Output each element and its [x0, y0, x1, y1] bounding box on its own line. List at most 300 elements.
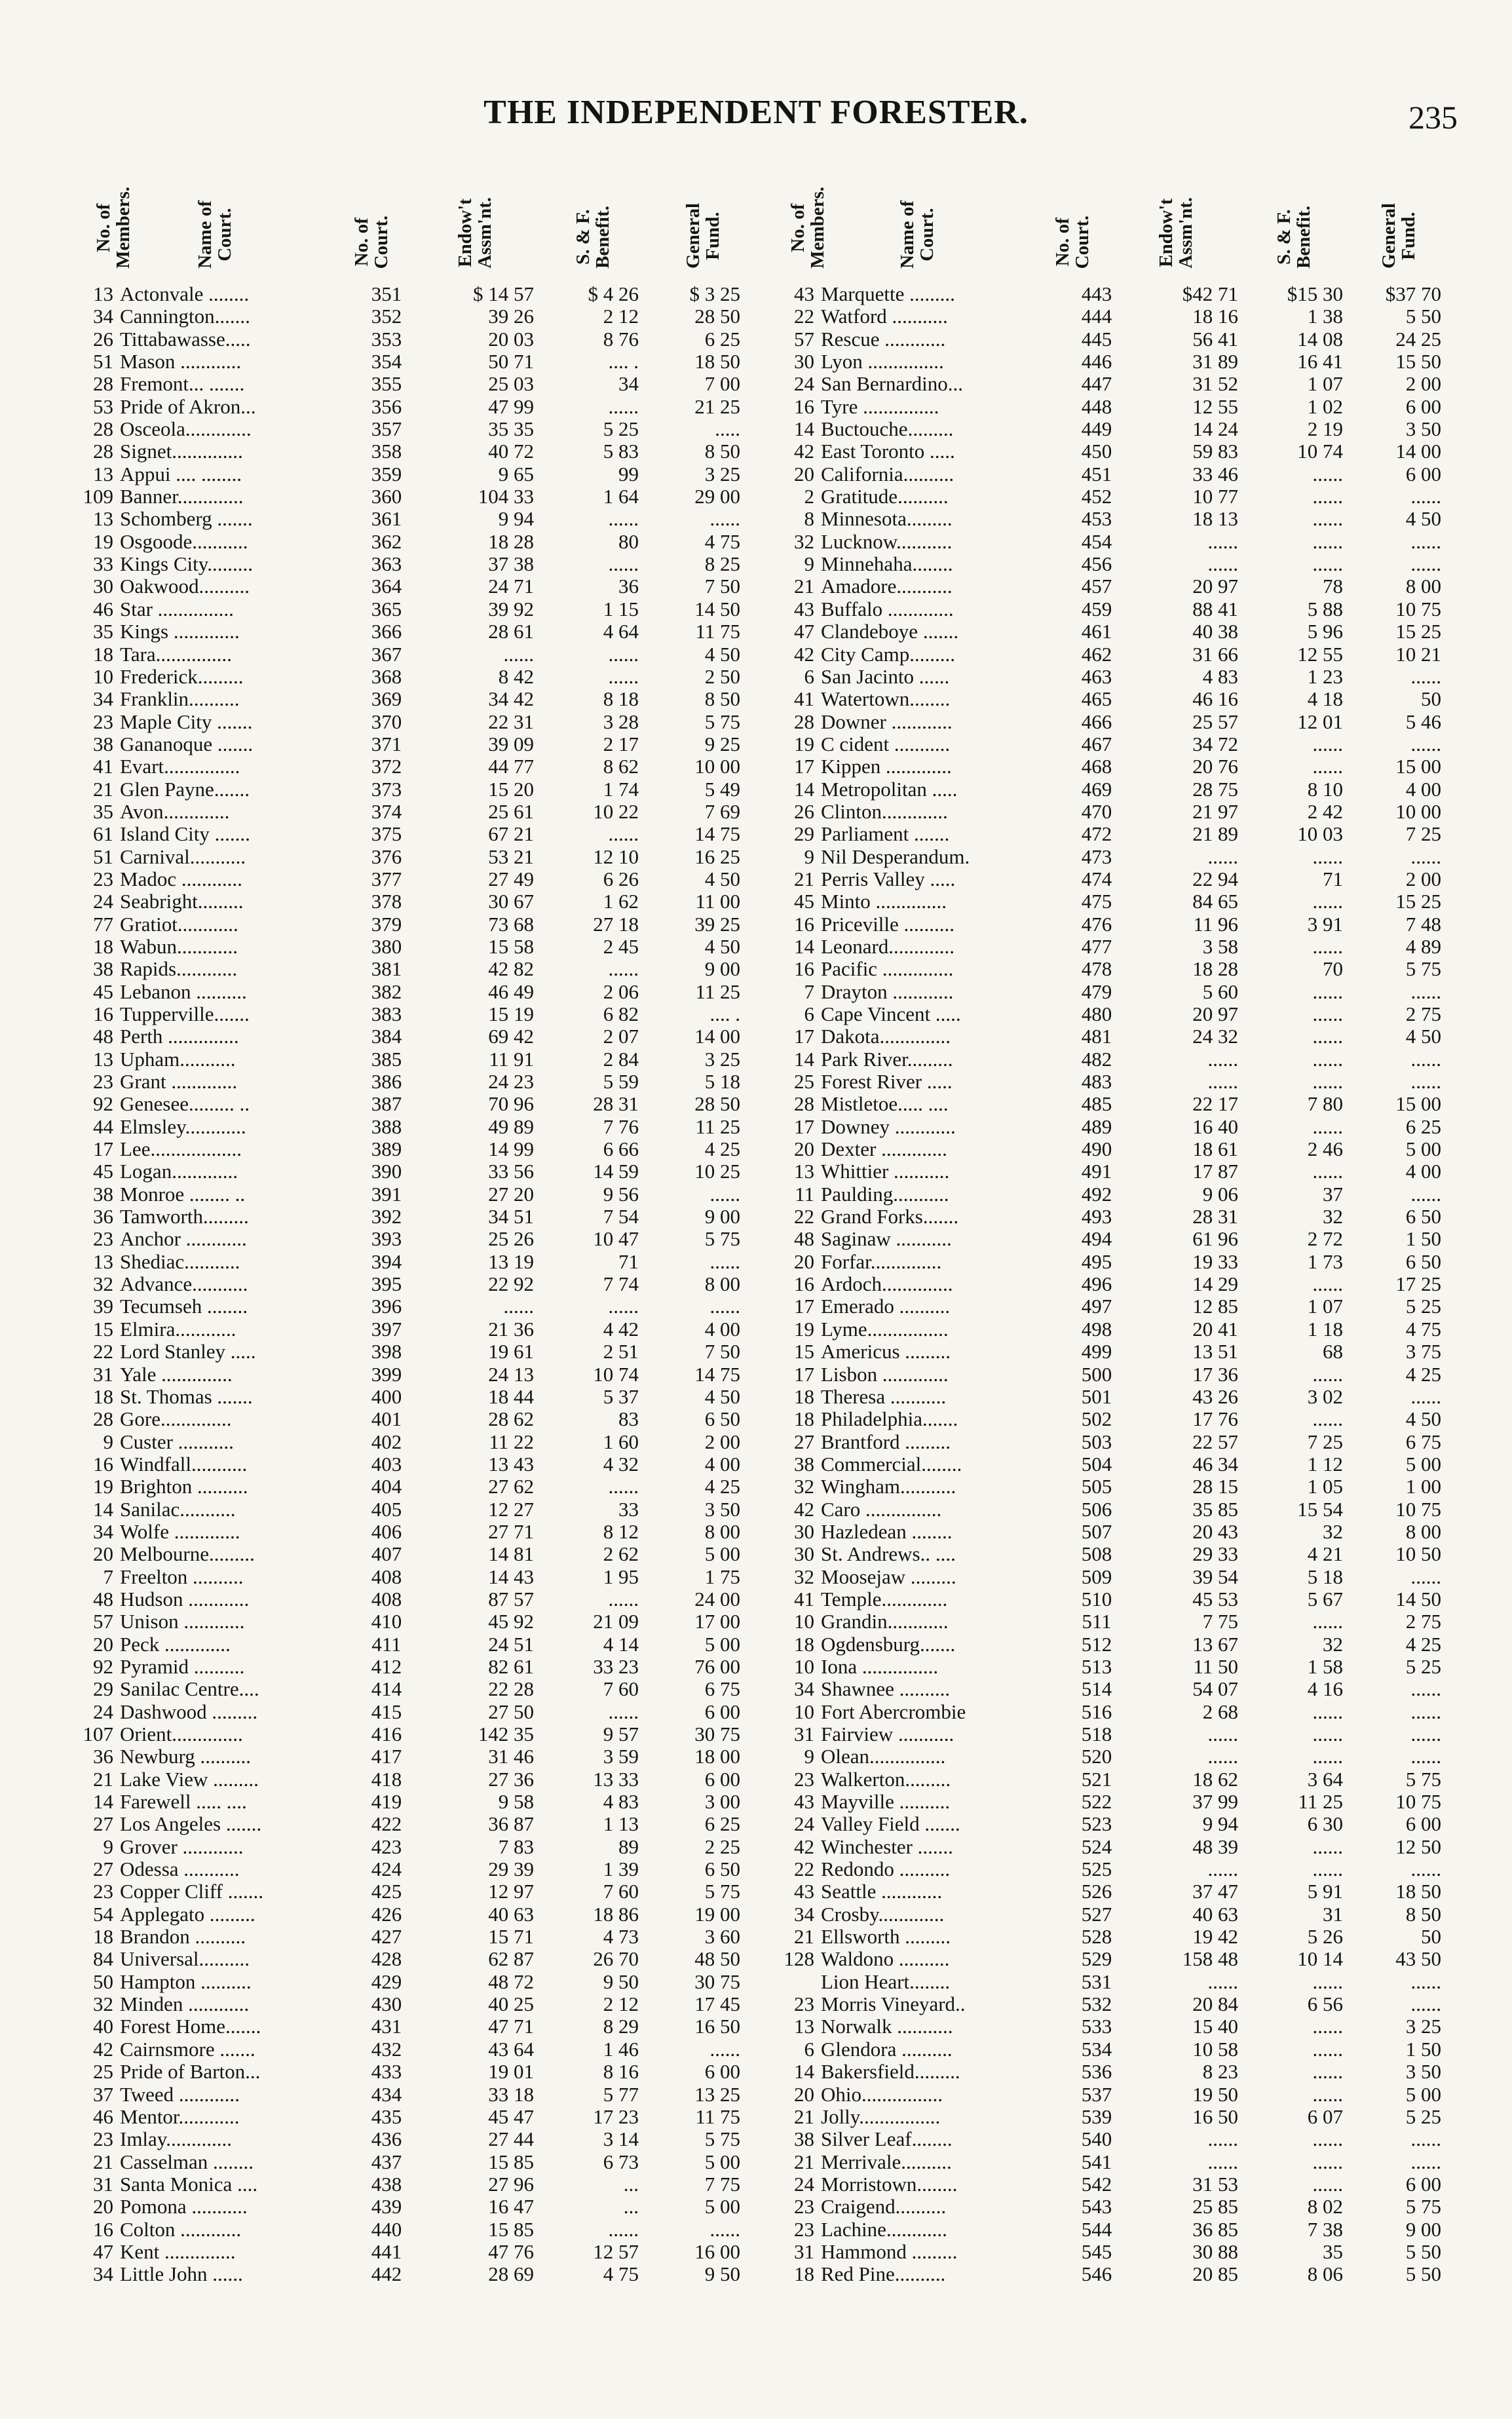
endowment-cell: 35 85 — [1192, 1498, 1238, 1521]
endowment-cell: 39 54 — [1192, 1565, 1238, 1588]
members-cell: 47 — [794, 620, 814, 643]
sf-benefit-cell: 6 82 — [603, 1003, 639, 1025]
general-fund-cell: 8 00 — [1405, 575, 1441, 598]
members-cell: 23 — [794, 2196, 814, 2219]
court-number-cell: 386 — [371, 1071, 402, 1094]
general-fund-cell: 15 25 — [1395, 890, 1441, 913]
court-name-cell: Banner............. — [120, 486, 244, 508]
endowment-cell: 19 50 — [1192, 2083, 1238, 2106]
court-number-cell: 489 — [1081, 1115, 1112, 1138]
general-fund-cell: 2 25 — [704, 1835, 740, 1858]
court-number-cell: 396 — [371, 1295, 402, 1318]
general-fund-cell: 6 00 — [1405, 463, 1441, 486]
endowment-cell: 20 97 — [1192, 575, 1238, 598]
court-name-cell: Elmsley............ — [120, 1115, 246, 1138]
sf-benefit-cell: 1 07 — [1307, 373, 1343, 396]
endowment-cell: 69 42 — [488, 1025, 534, 1048]
table-row — [763, 688, 1484, 710]
general-fund-cell: 5 46 — [1405, 710, 1441, 733]
court-name-cell: Iona ............... — [821, 1655, 939, 1678]
court-number-cell: 417 — [371, 1745, 402, 1768]
sf-benefit-cell: ...... — [1312, 1071, 1343, 1094]
sf-benefit-cell: ...... — [1312, 1610, 1343, 1633]
endowment-cell: 33 46 — [1192, 463, 1238, 486]
table-row — [62, 396, 783, 418]
members-cell: 24 — [794, 373, 814, 396]
members-cell: 77 — [93, 913, 113, 936]
sf-benefit-cell: 1 58 — [1307, 1655, 1343, 1678]
sf-benefit-cell: 10 14 — [1297, 1948, 1343, 1971]
court-name-cell: Appui .... ........ — [120, 463, 242, 486]
sf-benefit-cell: 1 73 — [1307, 1250, 1343, 1273]
general-fund-cell: 15 00 — [1395, 1093, 1441, 1116]
endowment-cell: 27 44 — [488, 2128, 534, 2151]
table-row — [763, 711, 1484, 733]
table-row — [62, 508, 783, 530]
court-number-cell: 408 — [371, 1565, 402, 1588]
sf-benefit-cell: 6 07 — [1307, 2105, 1343, 2128]
table-row — [62, 1791, 783, 1813]
sf-benefit-cell: ...... — [608, 643, 639, 666]
members-cell: 43 — [794, 1791, 814, 1814]
members-cell: 21 — [794, 1926, 814, 1949]
sf-benefit-cell: 2 45 — [603, 935, 639, 958]
endowment-cell: 30 67 — [488, 890, 534, 913]
table-row — [763, 1791, 1484, 1813]
members-cell: 16 — [93, 2218, 113, 2241]
sf-benefit-cell: 2 19 — [1307, 418, 1343, 441]
sf-benefit-cell: 8 10 — [1307, 778, 1343, 801]
court-number-cell: 536 — [1081, 2061, 1112, 2084]
table-row — [62, 1543, 783, 1565]
table-row — [763, 1678, 1484, 1700]
sf-benefit-cell: 5 88 — [1307, 598, 1343, 620]
endowment-cell: 67 21 — [488, 823, 534, 846]
court-number-cell: 523 — [1081, 1813, 1112, 1836]
court-name-cell: Hampton .......... — [120, 1970, 252, 1993]
general-fund-cell: 3 60 — [704, 1926, 740, 1949]
sf-benefit-cell: 32 — [1323, 1206, 1343, 1229]
court-number-cell: 494 — [1081, 1228, 1112, 1251]
general-fund-cell: 6 50 — [1405, 1250, 1441, 1273]
court-number-cell: 450 — [1081, 440, 1112, 463]
members-cell: 33 — [93, 553, 113, 576]
endowment-cell: 29 33 — [1192, 1543, 1238, 1566]
sf-benefit-cell: 7 25 — [1307, 1430, 1343, 1453]
sf-benefit-cell: 2 62 — [603, 1543, 639, 1566]
members-cell: 17 — [93, 1138, 113, 1161]
members-cell: 32 — [794, 1565, 814, 1588]
sf-benefit-cell: 6 26 — [603, 867, 639, 890]
table-row — [62, 418, 783, 440]
general-fund-cell: 2 75 — [1405, 1610, 1441, 1633]
endowment-cell: 15 85 — [488, 2218, 534, 2241]
general-fund-cell: 19 00 — [694, 1903, 740, 1926]
court-number-cell: 431 — [371, 2015, 402, 2038]
court-number-cell: 377 — [371, 867, 402, 890]
general-fund-cell: 10 75 — [1395, 598, 1441, 620]
members-cell: 14 — [794, 418, 814, 441]
court-number-cell: 371 — [371, 733, 402, 755]
members-cell: 18 — [794, 1408, 814, 1431]
table-row — [763, 890, 1484, 913]
members-cell: 34 — [794, 1678, 814, 1701]
members-cell: 17 — [794, 1363, 814, 1386]
endowment-cell: 15 58 — [488, 935, 534, 958]
members-cell: 13 — [93, 1048, 113, 1071]
members-cell: 41 — [93, 755, 113, 778]
general-fund-cell: ...... — [1410, 1700, 1441, 1723]
court-number-cell: 467 — [1081, 733, 1112, 755]
table-row — [62, 868, 783, 890]
members-cell: 20 — [93, 2196, 113, 2219]
table-row — [62, 463, 783, 486]
court-name-cell: Tittabawasse..... — [120, 328, 251, 351]
table-row — [62, 305, 783, 328]
court-number-cell: 418 — [371, 1768, 402, 1791]
sf-benefit-cell: 8 29 — [603, 2015, 639, 2038]
members-cell: 31 — [93, 2173, 113, 2196]
court-number-cell: 504 — [1081, 1453, 1112, 1476]
general-fund-cell: 16 25 — [694, 845, 740, 868]
endowment-cell: 44 77 — [488, 755, 534, 778]
court-name-cell: Nil Desperandum. — [821, 845, 970, 868]
general-fund-cell: 8 50 — [1405, 1903, 1441, 1926]
general-fund-cell: ..... — [715, 418, 740, 441]
table-row — [763, 1295, 1484, 1318]
court-number-cell: 510 — [1081, 1588, 1112, 1610]
court-number-cell: 360 — [371, 486, 402, 508]
members-cell: 23 — [93, 867, 113, 890]
members-cell: 16 — [794, 1273, 814, 1296]
court-name-cell: Star ............... — [120, 598, 234, 620]
sf-benefit-cell: 32 — [1323, 1520, 1343, 1543]
sf-benefit-cell: 4 21 — [1307, 1543, 1343, 1566]
general-fund-cell: 4 50 — [704, 935, 740, 958]
court-name-cell: Shawnee .......... — [821, 1678, 951, 1701]
members-cell: 2 — [804, 486, 814, 508]
endowment-cell: 18 44 — [488, 1385, 534, 1408]
endowment-cell: 27 20 — [488, 1183, 534, 1206]
endowment-cell: 54 07 — [1192, 1678, 1238, 1701]
sf-benefit-cell: 10 22 — [593, 800, 639, 823]
endowment-cell: 37 99 — [1192, 1791, 1238, 1814]
endowment-cell: 20 84 — [1192, 1993, 1238, 2016]
members-cell: 9 — [804, 845, 814, 868]
endowment-cell: 47 99 — [488, 395, 534, 418]
court-number-cell: 453 — [1081, 508, 1112, 531]
members-cell: 32 — [93, 1993, 113, 2016]
sf-benefit-cell: 16 41 — [1297, 351, 1343, 373]
table-row — [763, 305, 1484, 328]
court-name-cell: St. Thomas ....... — [120, 1385, 253, 1408]
endowment-cell: 18 16 — [1192, 305, 1238, 328]
table-row — [763, 2015, 1484, 2038]
table-left-half — [62, 283, 783, 2286]
court-name-cell: Casselman ........ — [120, 2150, 254, 2173]
table-row — [62, 1858, 783, 1880]
sf-benefit-cell: 9 50 — [603, 1970, 639, 1993]
endowment-cell: 34 72 — [1192, 733, 1238, 755]
sf-benefit-cell: 5 37 — [603, 1385, 639, 1408]
endowment-cell: 142 35 — [478, 1723, 534, 1745]
court-number-cell: 419 — [371, 1791, 402, 1814]
table-row — [763, 1836, 1484, 1858]
court-name-cell: California.......... — [821, 463, 954, 486]
sf-benefit-cell: 4 75 — [603, 2263, 639, 2286]
sf-benefit-cell: ...... — [608, 1588, 639, 1610]
endowment-cell: 2 68 — [1202, 1700, 1238, 1723]
endowment-cell: 59 83 — [1192, 440, 1238, 463]
members-cell: 29 — [93, 1678, 113, 1701]
endowment-cell: 22 28 — [488, 1678, 534, 1701]
general-fund-cell: ...... — [1410, 486, 1441, 508]
table-row — [763, 328, 1484, 351]
members-cell: 25 — [794, 1071, 814, 1094]
table-row — [763, 1926, 1484, 1948]
general-fund-cell: 7 50 — [704, 1341, 740, 1363]
endowment-cell: 28 31 — [1192, 1206, 1238, 1229]
court-name-cell: Grand Forks....... — [821, 1206, 959, 1229]
sf-benefit-cell: 8 18 — [603, 688, 639, 711]
general-fund-cell: 39 25 — [694, 913, 740, 936]
endowment-cell: ...... — [503, 1295, 534, 1318]
general-fund-cell: ...... — [709, 1183, 740, 1206]
endowment-cell: 20 76 — [1192, 755, 1238, 778]
members-cell: 9 — [804, 553, 814, 576]
sf-benefit-cell: 8 02 — [1307, 2196, 1343, 2219]
sf-benefit-cell: ...... — [1312, 755, 1343, 778]
general-fund-cell: 17 00 — [694, 1610, 740, 1633]
general-fund-cell: 6 50 — [704, 1858, 740, 1881]
table-row — [763, 1048, 1484, 1071]
general-fund-cell: 5 25 — [1405, 1655, 1441, 1678]
sf-benefit-cell: 6 66 — [603, 1138, 639, 1161]
members-cell: 53 — [93, 395, 113, 418]
members-cell: 30 — [794, 1543, 814, 1566]
endowment-cell: 31 46 — [488, 1745, 534, 1768]
general-fund-cell: 4 50 — [704, 867, 740, 890]
general-fund-cell: 3 50 — [704, 1498, 740, 1521]
table-row — [62, 1318, 783, 1341]
general-fund-cell: 4 25 — [1405, 1363, 1441, 1386]
table-row — [62, 711, 783, 733]
table-row — [62, 913, 783, 936]
general-fund-cell: 18 00 — [694, 1745, 740, 1768]
general-fund-cell: ...... — [1410, 1565, 1441, 1588]
table-row — [62, 1476, 783, 1498]
court-name-cell: Morris Vineyard.. — [821, 1993, 966, 2016]
general-fund-cell: ...... — [1410, 2150, 1441, 2173]
table-row — [763, 913, 1484, 936]
members-cell: 14 — [93, 1498, 113, 1521]
court-number-cell: 373 — [371, 778, 402, 801]
general-fund-cell: 1 00 — [1405, 1476, 1441, 1498]
court-name-cell: Rescue ............ — [821, 328, 946, 351]
header-members-right: No. of Members. — [787, 187, 828, 269]
members-cell: 92 — [93, 1093, 113, 1116]
court-number-cell: 520 — [1081, 1745, 1112, 1768]
general-fund-cell: 5 75 — [1405, 1768, 1441, 1791]
endowment-cell: 40 25 — [488, 1993, 534, 2016]
court-name-cell: Priceville .......... — [821, 913, 955, 936]
table-row — [763, 1251, 1484, 1273]
court-number-cell: 545 — [1081, 2240, 1112, 2263]
sf-benefit-cell: 2 12 — [603, 305, 639, 328]
general-fund-cell: 5 75 — [704, 1228, 740, 1251]
endowment-cell: 15 20 — [488, 778, 534, 801]
sf-benefit-cell: ...... — [1312, 553, 1343, 576]
endowment-cell: 22 92 — [488, 1273, 534, 1296]
table-row — [763, 1408, 1484, 1430]
table-row — [62, 1926, 783, 1948]
members-cell: 38 — [93, 1183, 113, 1206]
court-number-cell: 422 — [371, 1813, 402, 1836]
table-row — [62, 2263, 783, 2285]
sf-benefit-cell: ...... — [1312, 1048, 1343, 1071]
general-fund-cell: 6 25 — [704, 1813, 740, 1836]
court-name-cell: Carnival........... — [120, 845, 246, 868]
endowment-cell: 43 26 — [1192, 1385, 1238, 1408]
sf-benefit-cell: ...... — [1312, 486, 1343, 508]
endowment-cell: ...... — [1207, 1745, 1238, 1768]
table-row — [62, 1431, 783, 1453]
court-number-cell: 392 — [371, 1206, 402, 1229]
court-name-cell: Peck ............. — [120, 1633, 231, 1656]
court-name-cell: Gratiot............ — [120, 913, 238, 936]
table-row — [62, 531, 783, 553]
sf-benefit-cell: 5 25 — [603, 418, 639, 441]
members-cell: 31 — [794, 2240, 814, 2263]
court-number-cell: 380 — [371, 935, 402, 958]
table-row — [763, 1610, 1484, 1633]
court-number-cell: 491 — [1081, 1160, 1112, 1183]
court-name-cell: Watertown........ — [821, 688, 951, 711]
endowment-cell: 18 13 — [1192, 508, 1238, 531]
general-fund-cell: 9 50 — [704, 2263, 740, 2286]
members-cell: 9 — [103, 1835, 113, 1858]
sf-benefit-cell: ...... — [608, 1700, 639, 1723]
table-row — [763, 486, 1484, 508]
court-number-cell: 410 — [371, 1610, 402, 1633]
sf-benefit-cell: 9 57 — [603, 1723, 639, 1745]
table-row — [763, 1656, 1484, 1678]
endowment-cell: 34 51 — [488, 1206, 534, 1229]
court-number-cell: 490 — [1081, 1138, 1112, 1161]
endowment-cell: 20 03 — [488, 328, 534, 351]
court-number-cell: 359 — [371, 463, 402, 486]
court-name-cell: Temple............. — [821, 1588, 948, 1610]
members-cell: 44 — [93, 1115, 113, 1138]
endowment-cell: 22 31 — [488, 710, 534, 733]
court-name-cell: Buctouche......... — [821, 418, 954, 441]
endowment-cell: 27 62 — [488, 1476, 534, 1498]
court-name-cell: East Toronto ..... — [821, 440, 955, 463]
endowment-cell: 13 67 — [1192, 1633, 1238, 1656]
sf-benefit-cell: ...... — [608, 395, 639, 418]
court-number-cell: 509 — [1081, 1565, 1112, 1588]
endowment-cell: 39 92 — [488, 598, 534, 620]
court-number-cell: 407 — [371, 1543, 402, 1566]
court-name-cell: Americus ......... — [821, 1341, 951, 1363]
table-row — [763, 2173, 1484, 2196]
court-number-cell: 527 — [1081, 1903, 1112, 1926]
general-fund-cell: 5 75 — [704, 2128, 740, 2151]
court-number-cell: 391 — [371, 1183, 402, 1206]
members-cell: 38 — [93, 958, 113, 981]
table-row — [62, 1138, 783, 1160]
table-row — [62, 801, 783, 823]
court-name-cell: Cairnsmore ....... — [120, 2038, 255, 2061]
court-name-cell: Wingham........... — [821, 1476, 956, 1498]
general-fund-cell: 10 00 — [694, 755, 740, 778]
members-cell: 26 — [794, 800, 814, 823]
members-cell: 24 — [794, 1813, 814, 1836]
sf-benefit-cell: 37 — [1323, 1183, 1343, 1206]
table-row — [62, 1160, 783, 1183]
court-number-cell: 415 — [371, 1700, 402, 1723]
table-row — [763, 936, 1484, 958]
court-name-cell: Minnesota......... — [821, 508, 953, 531]
court-number-cell: 372 — [371, 755, 402, 778]
members-cell: 22 — [794, 1206, 814, 1229]
court-name-cell: Grant ............. — [120, 1071, 238, 1094]
sf-benefit-cell: 7 60 — [603, 1880, 639, 1903]
general-fund-cell: 5 75 — [1405, 958, 1441, 981]
general-fund-cell: ...... — [1410, 1183, 1441, 1206]
endowment-cell: 15 85 — [488, 2150, 534, 2173]
court-number-cell: 363 — [371, 553, 402, 576]
court-number-cell: 462 — [1081, 643, 1112, 666]
general-fund-cell: 5 25 — [1405, 1295, 1441, 1318]
general-fund-cell: 43 50 — [1395, 1948, 1441, 1971]
endowment-cell: 28 15 — [1192, 1476, 1238, 1498]
court-number-cell: 459 — [1081, 598, 1112, 620]
general-fund-cell: 2 50 — [704, 665, 740, 688]
table-row — [763, 1543, 1484, 1565]
court-name-cell: Frederick......... — [120, 665, 244, 688]
general-fund-cell: 4 50 — [704, 1385, 740, 1408]
court-number-cell: 526 — [1081, 1880, 1112, 1903]
general-fund-cell: 50 — [1421, 688, 1441, 711]
sf-benefit-cell: ...... — [1312, 463, 1343, 486]
endowment-cell: 30 88 — [1192, 2240, 1238, 2263]
general-fund-cell: 11 25 — [695, 1115, 740, 1138]
endowment-cell: 31 53 — [1192, 2173, 1238, 2196]
court-number-cell: 436 — [371, 2128, 402, 2151]
court-name-cell: Silver Leaf........ — [821, 2128, 953, 2151]
court-name-cell: Forest River ..... — [821, 1071, 953, 1094]
members-cell: 32 — [794, 1476, 814, 1498]
members-cell: 32 — [93, 1273, 113, 1296]
court-name-cell: Perth .............. — [120, 1025, 239, 1048]
court-number-cell: 534 — [1081, 2038, 1112, 2061]
general-fund-cell: 15 25 — [1395, 620, 1441, 643]
court-number-cell: 445 — [1081, 328, 1112, 351]
sf-benefit-cell: ...... — [1312, 2061, 1343, 2084]
endowment-cell: 20 43 — [1192, 1520, 1238, 1543]
table-row — [62, 1903, 783, 1926]
court-name-cell: Crosby............. — [821, 1903, 945, 1926]
table-row — [62, 1295, 783, 1318]
court-number-cell: 366 — [371, 620, 402, 643]
court-number-cell: 499 — [1081, 1341, 1112, 1363]
endowment-cell: 84 65 — [1192, 890, 1238, 913]
table-row — [62, 1251, 783, 1273]
table-row — [763, 463, 1484, 486]
court-number-cell: 472 — [1081, 823, 1112, 846]
sf-benefit-cell: 1 02 — [1307, 395, 1343, 418]
